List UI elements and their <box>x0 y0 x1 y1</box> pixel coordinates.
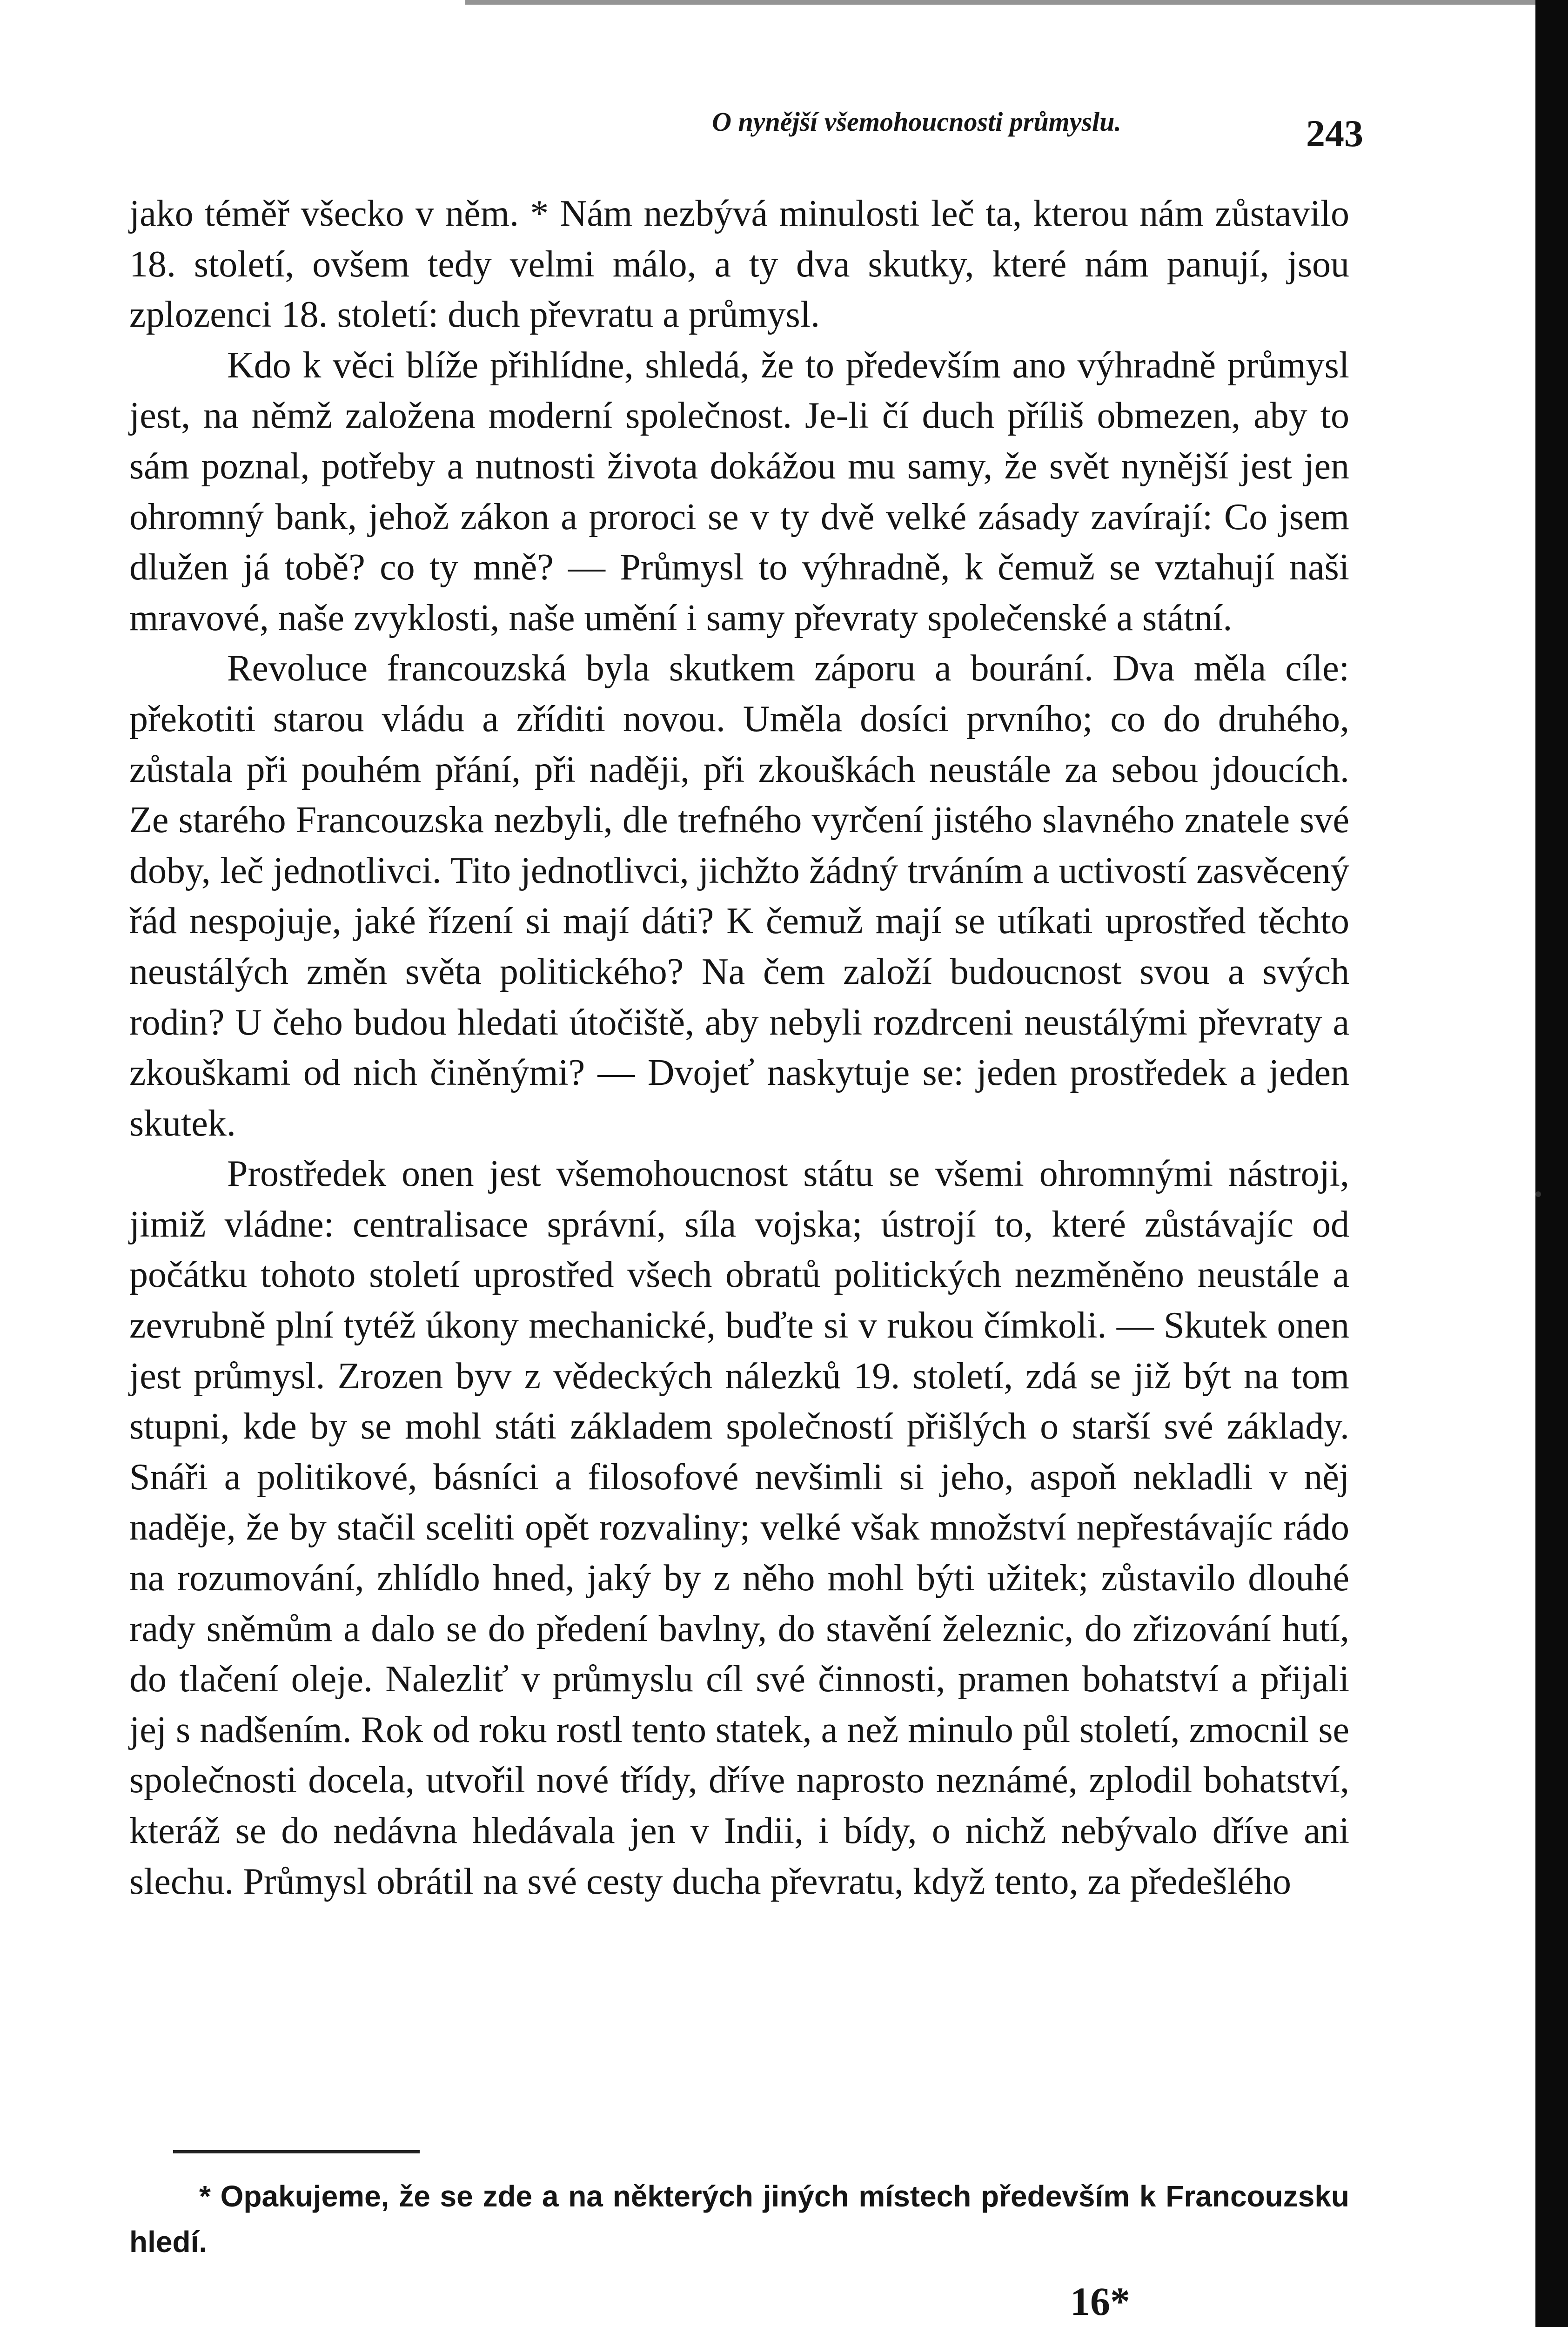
footnote-divider <box>173 2150 420 2153</box>
footnote-text: * Opakujeme, že se zde a na některých jiných místech především k Francouzsku hledí. <box>129 2179 1349 2259</box>
page-number: 243 <box>1306 112 1363 155</box>
scan-right-edge <box>1535 0 1568 2327</box>
signature-mark: 16* <box>1070 2279 1130 2324</box>
scan-top-edge <box>465 0 1535 5</box>
paragraph-1: jako téměř všecko v něm. * Nám nezbývá minulosti leč ta, kterou nám zůstavilo 18. století, ovšem tedy velmi málo, a ty dva skutky, které nám panují, jsou zplozenci 18. století: duch převratu a průmysl. <box>129 193 1349 336</box>
footnote <box>129 2173 1349 2265</box>
paragraph-3: Revoluce francouzská byla skutkem záporu a bourání. Dva měla cíle: překotiti starou vládu a zříditi novou. Uměla dosíci prvního; co do druhého, zůstala při pouhém přání, při naději, při zkouškách neustále za sebou jdoucích. Ze starého Francouzska nezbyli, dle trefného vyrčení jistého slavného znatele své doby, leč jednotlivci. Tito jednotlivci, jichžto žádný trváním a uctivostí zasvěcený řád nespojuje, jaké řízení si mají dáti? K čemuž mají se utíkati uprostřed těchto neustálých změn světa politického? Na čem založí budoucnost svou a svých rodin? U čeho budou hledati útočiště, aby nebyli rozdrceni neustálými převraty a zkouškami od nich činěnými? — Dvojeť naskytuje se: jeden prostředek a jeden skutek. <box>129 648 1349 1144</box>
paragraph-2: Kdo k věci blíže přihlídne, shledá, že to především ano výhradně průmysl jest, na němž založena moderní společnost. Je-li čí duch příliš obmezen, aby to sám poznal, potřeby a nutnosti života dokážou mu samy, že svět nynější jest jen ohromný bank, jehož zákon a proroci se v ty dvě velké zásady zavírají: Co jsem dlužen já tobě? co ty mně? — Průmysl to výhradně, k čemuž se vztahují naši mravové, naše zvyklosti, naše umění i samy převraty společenské a státní. <box>129 344 1349 639</box>
body-text <box>129 188 1349 1907</box>
scan-speck <box>1535 1191 1541 1197</box>
running-title: O nynější všemohoucnosti průmyslu. <box>712 107 1121 137</box>
paragraph-4: Prostředek onen jest všemohoucnost státu se všemi ohromnými nástroji, jimiž vládne: centralisace správní, síla vojska; ústrojí to, které zůstávajíc od počátku tohoto století uprostřed všech obratů politických nezměněno neustále a zevrubně plní tytéž úkony mechanické, buďte si v rukou čímkoli. — Skutek onen jest průmysl. Zrozen byv z vědeckých nálezků 19. století, zdá se již být na tom stupni, kde by se mohl státi základem společností přišlých o starší své základy. Snáři a politikové, básníci a filosofové nevšimli si jeho, aspoň nekladli v něj naděje, že by stačil sceliti opět rozvaliny; velké však množství nepřestávajíc rádo na rozumování, zhlídlo hned, jaký by z něho mohl býti užitek; zůstavilo dlouhé rady sněmům a dalo se do předení bavlny, do stavění železnic, do zřizování hutí, do tlačení oleje. Nalezliť v průmyslu cíl své činnosti, pramen bohatství a přijali jej s nadšením. Rok od roku rostl tento statek, a než minulo půl století, zmocnil se společnosti docela, utvořil nové třídy, dříve naprosto neznámé, zplodil bohatství, kteráž se do nedávna hledávala jen v Indii, i bídy, o nichž nebývalo dříve ani slechu. Průmysl obrátil na své cesty ducha převratu, když tento, za předešlého <box>129 1153 1349 1902</box>
